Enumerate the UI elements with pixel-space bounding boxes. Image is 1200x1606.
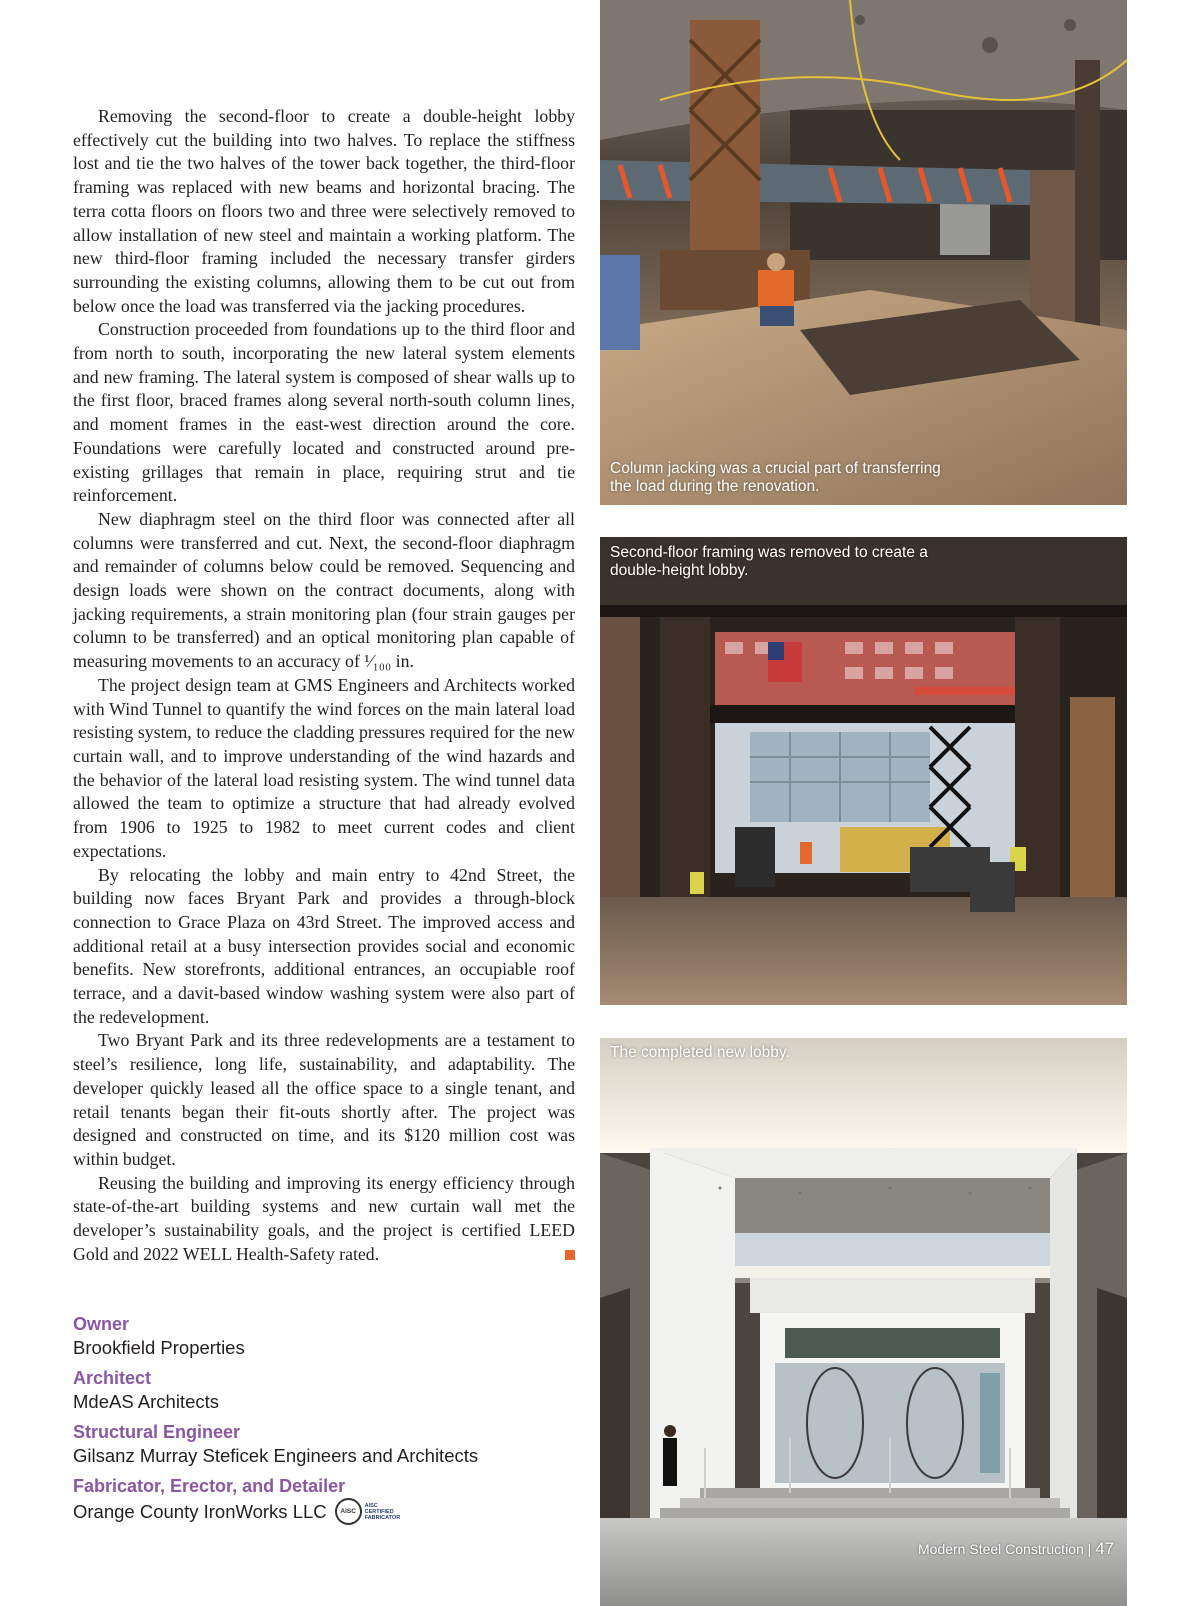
photo-completed-lobby	[600, 1038, 1127, 1606]
credit-owner	[73, 1313, 593, 1360]
page-footer	[918, 1539, 1114, 1559]
photo-caption: The completed new lobby.	[610, 1044, 790, 1061]
paragraph: Reusing the building and improving its energy efficiency through state-of-the-art building systems and new curtain wall met the developer’s sustainability goals, and the project is certified LEED Gold and 2022 WELL Health-Safety rated.	[73, 1172, 575, 1264]
paragraph: The project design team at GMS Engineers and Architects worked with Wind Tunnel to quantify the wind forces on the main lateral load resisting system, to reduce the cladding pressures required for the new curtain wall, and to improve understanding of the wind hazards and the behavior of the lateral load resisting system. The wind tunnel data allowed the team to optimize a structure that had already evolved from 1906 to 1925 to 1982 to meet current codes and client expectations.	[73, 674, 575, 861]
paragraph: New diaphragm steel on the third floor was connected after all columns were transferred and cut. Next, the second-floor diaphragm and remainder of columns below could be removed. Sequencing and design loads were shown on the contract documents, along with jacking requirements, a strain monitoring plan (four strain gauges per column to be transferred) and an optical monitoring plan capable of measuring movements to an accuracy of ¹⁄₁₀₀ in.	[73, 508, 575, 672]
publication-name: Modern Steel Construction	[918, 1541, 1084, 1557]
construction-photo-image	[600, 537, 1127, 1005]
photo-double-height-lobby	[600, 537, 1127, 1005]
project-credits	[73, 1313, 593, 1532]
paragraph-last	[73, 1172, 575, 1267]
end-mark-icon	[565, 1250, 575, 1260]
paragraph: Construction proceeded from foundations up to the third floor and from north to south, incorporating the new lateral system elements and new framing. The lateral system is composed of shear walls up to the first floor, braced frames along several north-south column lines, and moment frames in the east-west direction around the core. Foundations were carefully located and constructed around pre-existing grillages that remain in place, requiring strut and tie reinforcement.	[73, 319, 575, 506]
paragraph: Two Bryant Park and its three redevelopments are a testament to steel’s resilience, long life, sustainability, and adaptability. The developer quickly leased all the office space to a single tenant, and retail tenants began their fit-outs shortly after. The project was designed and constructed on time, and its $120 million cost was within budget.	[73, 1030, 575, 1169]
photo-column-jacking	[600, 0, 1127, 505]
footer-separator: |	[1087, 1541, 1092, 1557]
credit-name: Orange County IronWorks LLC	[73, 1500, 327, 1522]
paragraph: Removing the second-floor to create a double-height lobby effectively cut the building into two halves. To replace the stiffness lost and tie the two halves of the tower back together, the third-floor framing was replaced with new beams and horizontal bracing. The terra cotta floors on floors two and three were selectively removed to allow installation of new steel and maintain a working platform. The new third-floor framing included the necessary transfer girders surrounding the existing columns, allowing them to be cut out from below once the load was transferred via the jacking procedures.	[73, 106, 575, 316]
page-number: 47	[1095, 1539, 1115, 1558]
aisc-badge-line: FABRICATOR	[364, 1514, 401, 1521]
credit-name-row	[73, 1498, 593, 1525]
credit-name: Gilsanz Murray Steficek Engineers and Architects	[73, 1445, 479, 1466]
article-body	[73, 105, 575, 1266]
lobby-photo-image	[600, 1038, 1127, 1606]
credit-fabricator	[73, 1475, 593, 1525]
credit-architect	[73, 1367, 593, 1414]
credit-role: Owner	[73, 1314, 130, 1334]
photo-caption: Column jacking was a crucial part of transferring the load during the renovation.	[610, 460, 941, 495]
aisc-certified-badge	[335, 1498, 401, 1525]
credit-name: Brookfield Properties	[73, 1337, 245, 1358]
aisc-badge-line: CERTIFIED	[364, 1508, 394, 1515]
aisc-seal-icon: AISC	[335, 1498, 362, 1525]
credit-role: Fabricator, Erector, and Detailer	[73, 1476, 346, 1496]
credit-name: MdeAS Architects	[73, 1391, 220, 1412]
photo-caption: Second-floor framing was removed to create a double-height lobby.	[610, 544, 928, 579]
paragraph: By relocating the lobby and main entry to 42nd Street, the building now faces Bryant Park and provides a through-block connection to Grace Plaza on 43rd Street. The improved access and additional retail at a busy intersection provides social and economic benefits. New storefronts, additional entrances, an occupiable roof terrace, and a davit-based window washing system were also part of the redevelopment.	[73, 864, 575, 1027]
aisc-badge-line: AISC	[364, 1502, 378, 1509]
credit-role: Structural Engineer	[73, 1422, 241, 1442]
credit-structural-engineer	[73, 1421, 593, 1468]
construction-photo-image	[600, 0, 1127, 505]
aisc-badge-text	[365, 1503, 401, 1521]
credit-role: Architect	[73, 1368, 152, 1388]
